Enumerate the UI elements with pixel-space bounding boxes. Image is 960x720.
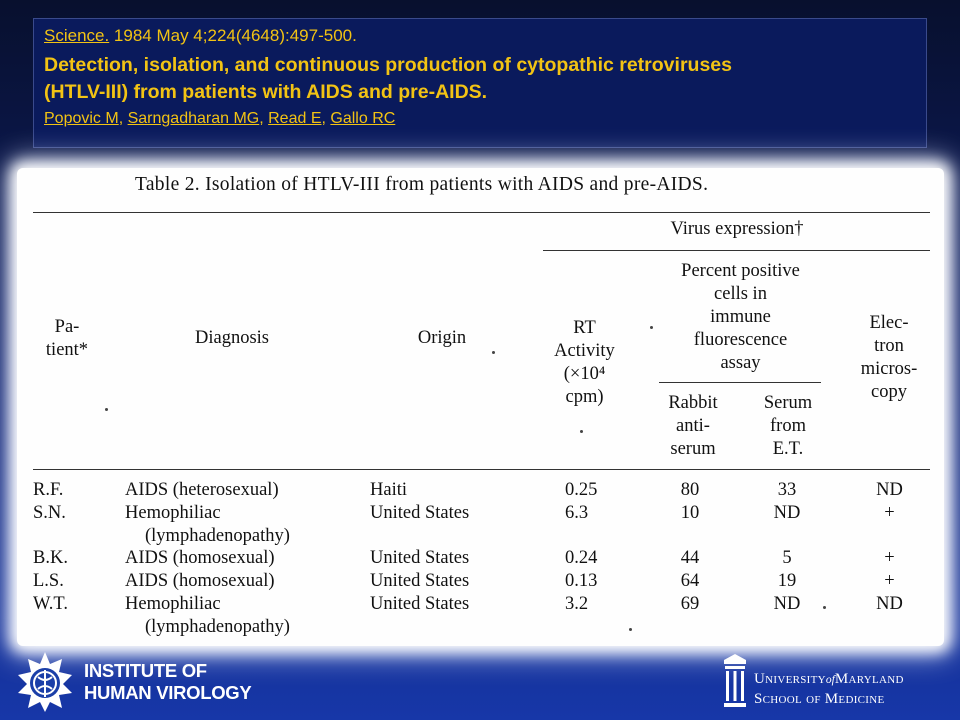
cell-diagnosis: AIDS (heterosexual) bbox=[125, 480, 279, 500]
cell-patient: W.T. bbox=[33, 594, 68, 614]
umaryland-line-2: School of Medicine bbox=[754, 691, 885, 707]
cell-rt: 0.24 bbox=[565, 548, 598, 568]
header-origin: Origin bbox=[417, 328, 467, 348]
cell-em: + bbox=[884, 503, 895, 523]
umaryland-crest-icon bbox=[722, 652, 748, 710]
header-em-line: copy bbox=[871, 382, 907, 402]
header-rt-line: RT bbox=[573, 318, 596, 338]
scan-speck bbox=[492, 351, 495, 354]
scan-speck bbox=[629, 628, 632, 631]
header-rt-line: cpm) bbox=[565, 387, 604, 407]
header-rabbit-line: serum bbox=[670, 439, 716, 459]
cell-em: + bbox=[884, 548, 895, 568]
header-serum-et bbox=[748, 392, 828, 461]
iohv-line: INSTITUTE OF bbox=[84, 660, 207, 681]
cell-em: ND bbox=[876, 480, 903, 500]
cell-diagnosis: AIDS (homosexual) bbox=[125, 571, 275, 591]
header-patient-line: tient* bbox=[45, 340, 89, 360]
cell-patient: B.K. bbox=[33, 548, 68, 568]
cell-rabbit: 10 bbox=[680, 503, 700, 523]
author-list bbox=[44, 108, 916, 130]
header-serum-line: E.T. bbox=[772, 439, 804, 459]
cell-diagnosis: Hemophiliac bbox=[125, 503, 221, 523]
header-virus-expression: Virus expression† bbox=[670, 219, 804, 239]
header-bottom-rule bbox=[33, 469, 930, 470]
header-percent-line: fluorescence bbox=[693, 330, 788, 350]
header-rt-line: Activity bbox=[554, 341, 615, 361]
author-link[interactable]: Sarngadharan MG bbox=[127, 110, 260, 127]
cell-origin: Haiti bbox=[370, 480, 407, 500]
cell-serum: 19 bbox=[777, 571, 797, 591]
author-separator: , bbox=[118, 110, 128, 127]
table-figure bbox=[17, 168, 944, 646]
iohv-logo-icon bbox=[14, 650, 76, 714]
cell-serum: ND bbox=[773, 594, 801, 614]
cell-diagnosis: Hemophiliac bbox=[125, 594, 221, 614]
header-percent-line: Percent positive bbox=[681, 261, 800, 281]
cell-em: + bbox=[884, 571, 895, 591]
cell-rt: 0.25 bbox=[565, 480, 598, 500]
cell-patient: R.F. bbox=[33, 480, 64, 500]
cell-diagnosis: AIDS (homosexual) bbox=[125, 548, 275, 568]
cell-patient: L.S. bbox=[33, 571, 64, 591]
author-link[interactable]: Popovic M bbox=[44, 110, 119, 127]
article-title bbox=[44, 52, 916, 106]
umaryland-line-1 bbox=[754, 670, 904, 690]
header-rt-activity bbox=[537, 317, 632, 409]
cell-patient: S.N. bbox=[33, 503, 66, 523]
um-of: of bbox=[825, 674, 835, 686]
header-percent-positive bbox=[653, 260, 828, 375]
header-serum-line: from bbox=[770, 416, 806, 436]
cell-diagnosis-cont: (lymphadenopathy) bbox=[145, 526, 290, 546]
scan-speck bbox=[580, 430, 583, 433]
header-electron-microscopy bbox=[847, 312, 931, 404]
um-university: University bbox=[754, 671, 826, 687]
header-rabbit-line: Rabbit bbox=[668, 393, 718, 413]
header-serum-line: Serum bbox=[763, 393, 813, 413]
table-title: Table 2. Isolation of HTLV-III from patients with AIDS and pre-AIDS. bbox=[135, 174, 709, 195]
header-rabbit-line: anti- bbox=[676, 416, 710, 436]
cell-rabbit: 64 bbox=[680, 571, 700, 591]
assay-subheader-rule bbox=[659, 382, 821, 383]
author-separator: , bbox=[321, 110, 331, 127]
cell-serum: 5 bbox=[782, 548, 792, 568]
cell-serum: ND bbox=[773, 503, 801, 523]
scan-speck bbox=[823, 606, 826, 609]
article-title-line-2: (HTLV-III) from patients with AIDS and pre-AIDS. bbox=[44, 81, 488, 103]
header-patient-line: Pa- bbox=[54, 317, 80, 337]
author-link[interactable]: Read E bbox=[268, 110, 322, 127]
cell-rabbit: 44 bbox=[680, 548, 700, 568]
cell-diagnosis-cont: (lymphadenopathy) bbox=[145, 617, 290, 637]
header-em-line: Elec- bbox=[869, 313, 909, 333]
cell-origin: United States bbox=[370, 571, 470, 591]
cell-serum: 33 bbox=[777, 480, 797, 500]
scan-speck bbox=[650, 326, 653, 329]
header-em-line: tron bbox=[874, 336, 904, 356]
cell-rabbit: 69 bbox=[680, 594, 700, 614]
author-separator: , bbox=[259, 110, 269, 127]
cell-em: ND bbox=[876, 594, 903, 614]
header-diagnosis: Diagnosis bbox=[195, 328, 269, 348]
header-rt-line: (×10⁴ bbox=[563, 364, 606, 384]
header-percent-line: immune bbox=[710, 307, 771, 327]
cell-origin: United States bbox=[370, 548, 470, 568]
cell-origin: United States bbox=[370, 503, 470, 523]
iohv-line: HUMAN VIROLOGY bbox=[84, 682, 252, 703]
author-link[interactable]: Gallo RC bbox=[330, 110, 396, 127]
header-patient bbox=[27, 316, 107, 362]
virus-expression-rule bbox=[543, 250, 930, 251]
header-rabbit-antiserum bbox=[653, 392, 733, 461]
journal-link[interactable]: Science. bbox=[44, 26, 110, 45]
cell-rt: 3.2 bbox=[565, 594, 589, 614]
table-top-rule bbox=[33, 212, 930, 213]
cell-rt: 6.3 bbox=[565, 503, 589, 523]
iohv-wordmark bbox=[84, 660, 251, 704]
scan-speck bbox=[105, 408, 108, 411]
citation-box bbox=[33, 18, 927, 148]
article-title-line-1: Detection, isolation, and continuous production of cytopathic retroviruses bbox=[44, 54, 732, 76]
citation-date: 1984 May 4;224(4648):497-500. bbox=[109, 26, 357, 45]
um-maryland: Maryland bbox=[834, 671, 904, 687]
cell-origin: United States bbox=[370, 594, 470, 614]
cell-rt: 0.13 bbox=[565, 571, 598, 591]
citation-reference bbox=[44, 25, 916, 47]
cell-rabbit: 80 bbox=[680, 480, 700, 500]
header-em-line: micros- bbox=[860, 359, 918, 379]
header-percent-line: cells in bbox=[714, 284, 767, 304]
header-percent-line: assay bbox=[720, 353, 761, 373]
umaryland-wordmark bbox=[754, 670, 904, 709]
